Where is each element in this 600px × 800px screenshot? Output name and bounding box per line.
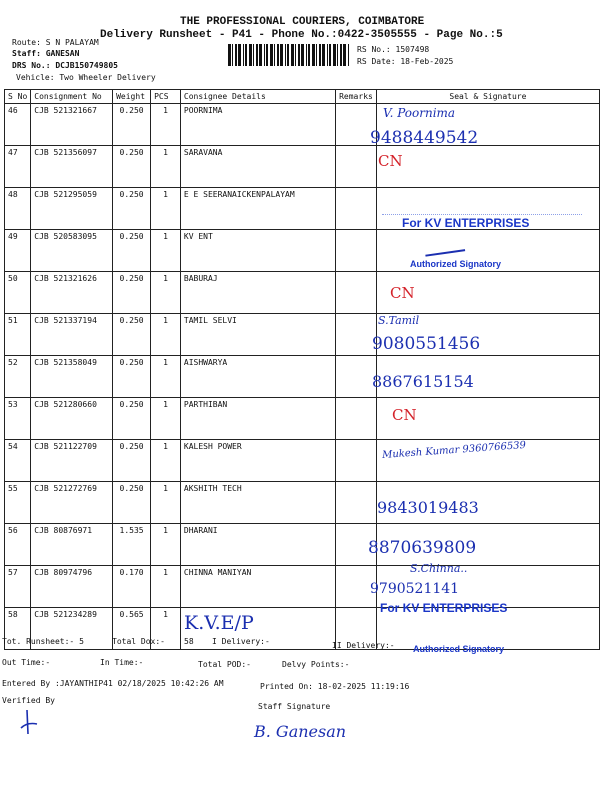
printed-on: Printed On: 18-02-2025 11:19:16 <box>260 682 410 691</box>
col-header-weight: Weight <box>113 90 151 104</box>
kv-enterprises-stamp-49: For KV ENTERPRISES <box>402 216 530 230</box>
rs-date: RS Date: 18-Feb-2025 <box>357 57 454 66</box>
row-consignment-no: CJB 521358049 <box>31 356 113 398</box>
drs-label: DRS No.: DCJB150749805 <box>12 61 118 70</box>
table-row <box>5 272 600 314</box>
row-consignee: PARTHIBAN <box>180 398 335 440</box>
out-time: Out Time:- <box>2 658 51 667</box>
row-sno: 56 <box>5 524 31 566</box>
signature-chinna: S.Chinna.. <box>410 562 468 575</box>
kv-enterprises-stamp-58: For KV ENTERPRISES <box>380 601 508 615</box>
row-sno: 54 <box>5 440 31 482</box>
table-row <box>5 398 600 440</box>
phone-handwritten-51: 9080551456 <box>372 334 481 354</box>
row-consignee: SARAVANA <box>180 146 335 188</box>
row-consignment-no: CJB 521295059 <box>31 188 113 230</box>
cn-mark-50: CN <box>390 284 415 302</box>
row-weight: 0.250 <box>113 104 151 146</box>
row-sno: 50 <box>5 272 31 314</box>
row-consignment-no: CJB 521337194 <box>31 314 113 356</box>
col-header-consignment: Consignment No <box>31 90 113 104</box>
table-row <box>5 356 600 398</box>
total-dox-value: 58 <box>184 637 194 646</box>
row-consignee: DHARANI <box>180 524 335 566</box>
row-remarks <box>336 356 377 398</box>
row-consignment-no: CJB 521321626 <box>31 272 113 314</box>
row-pcs: 1 <box>151 272 181 314</box>
row-consignment-no: CJB 521122709 <box>31 440 113 482</box>
row-pcs: 1 <box>151 440 181 482</box>
table-row <box>5 482 600 524</box>
phone-handwritten-52: 8867615154 <box>372 372 474 391</box>
authorized-signatory-49: Authorized Signatory <box>410 259 502 269</box>
row-consignee: KALESH POWER <box>180 440 335 482</box>
row-pcs: 1 <box>151 524 181 566</box>
signature-poornima: V. Poornima <box>383 106 456 120</box>
phone-handwritten-56: 8870639809 <box>368 538 477 558</box>
col-header-sno: S No <box>5 90 31 104</box>
table-row <box>5 608 600 650</box>
row-consignee: BABURAJ <box>180 272 335 314</box>
row-sno: 52 <box>5 356 31 398</box>
row-sno: 46 <box>5 104 31 146</box>
tot-runsheet: Tot. Runsheet:- 5 <box>2 637 84 646</box>
row-pcs: 1 <box>151 104 181 146</box>
row-weight: 0.250 <box>113 440 151 482</box>
row-sno: 55 <box>5 482 31 524</box>
row-pcs: 1 <box>151 188 181 230</box>
row-weight: 0.250 <box>113 314 151 356</box>
row-consignment-no: CJB 521234289 <box>31 608 113 650</box>
row-weight: 0.565 <box>113 608 151 650</box>
ii-delivery: II Delivery:- <box>332 641 395 650</box>
route-label: Route: S N PALAYAM <box>12 38 99 47</box>
runsheet-table <box>4 89 600 650</box>
table-row <box>5 230 600 272</box>
row-pcs: 1 <box>151 146 181 188</box>
table-row <box>5 566 600 608</box>
row-consignment-no: CJB 521272769 <box>31 482 113 524</box>
cn-mark-47: CN <box>378 152 403 170</box>
table-row <box>5 104 600 146</box>
company-title: THE PROFESSIONAL COURIERS, COIMBATORE <box>180 16 425 28</box>
kve-remark-58: K.V.E/P <box>184 612 254 634</box>
row-remarks <box>336 398 377 440</box>
row-consignment-no: CJB 520583095 <box>31 230 113 272</box>
signature-tamil: S.Tamil <box>378 314 420 327</box>
col-header-pcs: PCS <box>151 90 181 104</box>
row-remarks <box>336 440 377 482</box>
cn-mark-53: CN <box>392 406 417 424</box>
col-header-signature: Seal & Signature <box>376 90 599 104</box>
i-delivery: I Delivery:- <box>212 637 270 646</box>
row-remarks <box>336 314 377 356</box>
runsheet-title: Delivery Runsheet - P41 - Phone No.:0422-3505555 - Page No.:5 <box>100 29 503 41</box>
total-dox-label: Total Dox:- <box>112 637 165 646</box>
row-weight: 0.250 <box>113 230 151 272</box>
signature-kalesh: Mukesh Kumar 9360766539 <box>381 439 527 462</box>
table-row <box>5 524 600 566</box>
row-sno: 53 <box>5 398 31 440</box>
row-sno: 49 <box>5 230 31 272</box>
row-remarks <box>336 188 377 230</box>
row-consignee: CHINNA MANIYAN <box>180 566 335 608</box>
row-weight: 0.250 <box>113 482 151 524</box>
staff-signature-label: Staff Signature <box>258 702 331 711</box>
col-header-consignee: Consignee Details <box>180 90 335 104</box>
row-seal-signature <box>376 146 599 188</box>
row-consignment-no: CJB 521356097 <box>31 146 113 188</box>
barcode-image <box>228 44 352 66</box>
row-consignment-no: CJB 521280660 <box>31 398 113 440</box>
delvy-points: Delvy Points:- <box>282 660 350 669</box>
row-pcs: 1 <box>151 398 181 440</box>
row-sno: 48 <box>5 188 31 230</box>
row-weight: 0.250 <box>113 272 151 314</box>
table-row <box>5 314 600 356</box>
row-sno: 47 <box>5 146 31 188</box>
row-sno: 51 <box>5 314 31 356</box>
row-weight: 0.250 <box>113 188 151 230</box>
row-sno: 58 <box>5 608 31 650</box>
row-weight: 0.250 <box>113 146 151 188</box>
row-consignee: POORNIMA <box>180 104 335 146</box>
total-pod: Total POD:- <box>198 660 251 669</box>
row-weight: 0.250 <box>113 356 151 398</box>
row-consignee: AKSHITH TECH <box>180 482 335 524</box>
verified-by: Verified By <box>2 696 55 705</box>
row-pcs: 1 <box>151 314 181 356</box>
verifier-signature <box>18 708 40 736</box>
row-weight: 1.535 <box>113 524 151 566</box>
row-consignee: KV ENT <box>180 230 335 272</box>
faint-stamp-48 <box>382 200 582 215</box>
row-pcs: 1 <box>151 608 181 650</box>
row-pcs: 1 <box>151 566 181 608</box>
row-weight: 0.170 <box>113 566 151 608</box>
row-pcs: 1 <box>151 356 181 398</box>
rs-number: RS No.: 1507498 <box>357 45 430 54</box>
row-consignment-no: CJB 80974796 <box>31 566 113 608</box>
row-consignment-no: CJB 80876971 <box>31 524 113 566</box>
in-time: In Time:- <box>100 658 144 667</box>
table-row <box>5 146 600 188</box>
row-remarks <box>336 230 377 272</box>
row-consignment-no: CJB 521321667 <box>31 104 113 146</box>
row-remarks <box>336 482 377 524</box>
phone-handwritten-46: 9488449542 <box>370 128 479 148</box>
vehicle-label: Vehicle: Two Wheeler Delivery <box>16 73 156 82</box>
phone-handwritten-57: 9790521141 <box>370 581 460 597</box>
entered-by: Entered By :JAYANTHIP41 02/18/2025 10:42:26 AM <box>2 679 224 688</box>
row-sno: 57 <box>5 566 31 608</box>
staff-label: Staff: GANESAN <box>12 49 80 58</box>
col-header-remarks: Remarks <box>336 90 377 104</box>
row-consignee: E E SEERANAICKENPALAYAM <box>180 188 335 230</box>
row-consignee: TAMIL SELVI <box>180 314 335 356</box>
table-header-row <box>5 90 600 104</box>
row-consignee: AISHWARYA <box>180 356 335 398</box>
row-remarks <box>336 146 377 188</box>
row-remarks <box>336 272 377 314</box>
phone-handwritten-55: 9843019483 <box>377 498 479 517</box>
row-weight: 0.250 <box>113 398 151 440</box>
authorized-signatory-58: Authorized Signatory <box>413 644 505 654</box>
row-pcs: 1 <box>151 230 181 272</box>
staff-signature-ganesan: B. Ganesan <box>254 722 347 741</box>
row-pcs: 1 <box>151 482 181 524</box>
